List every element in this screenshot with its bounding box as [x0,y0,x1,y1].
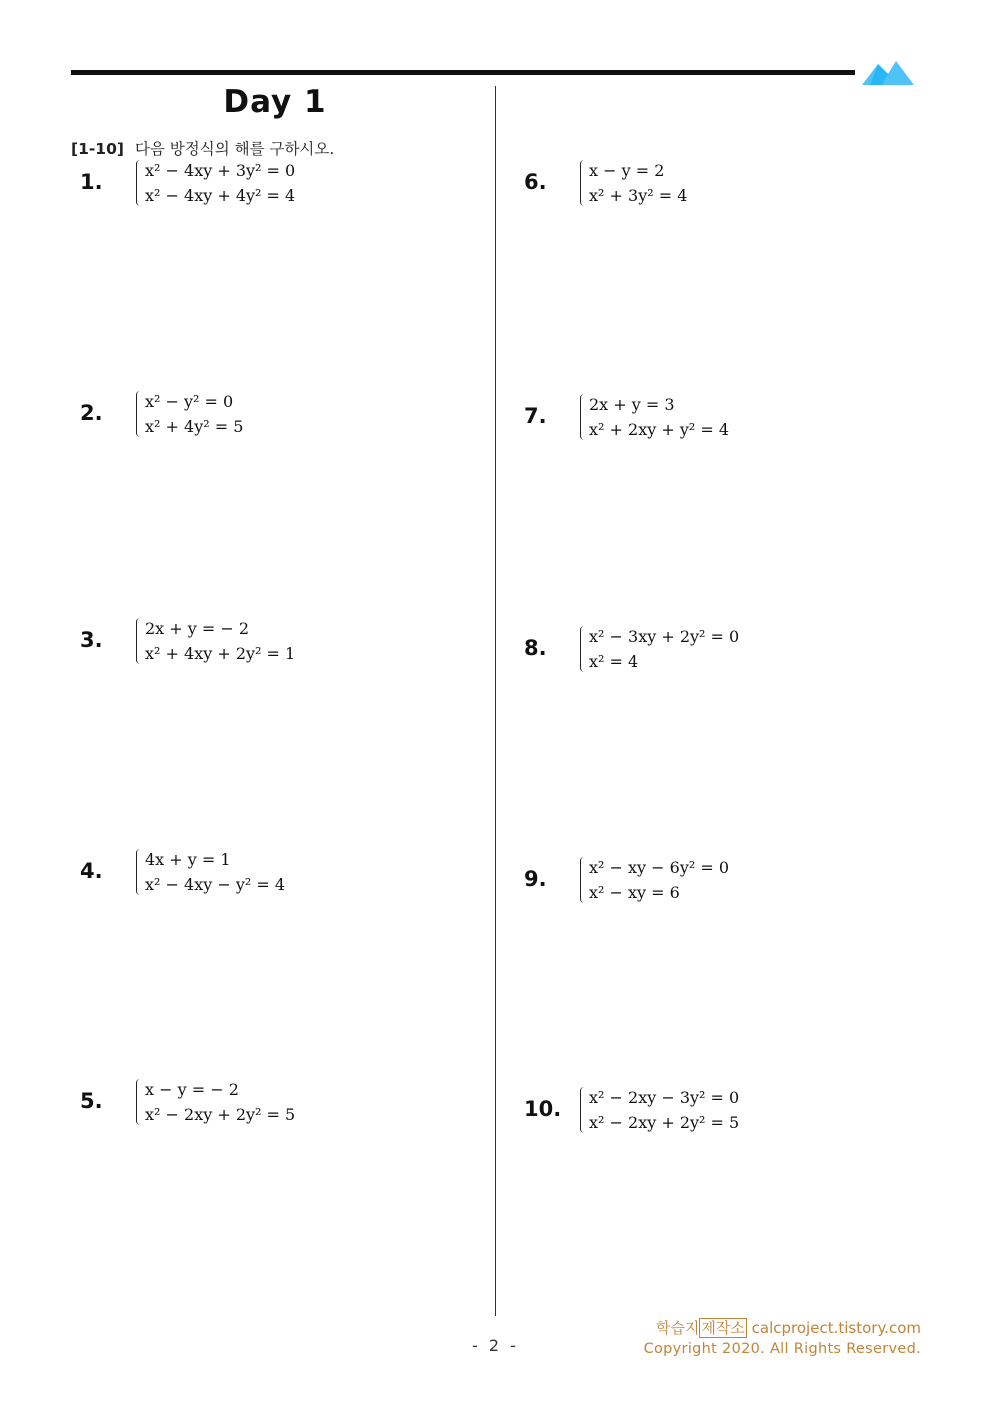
instruction [71,137,334,159]
footer-copyright: Copyright 2020. All Rights Reserved. [643,1341,921,1357]
equation-1: x² − xy − 6y² = 0 [589,858,730,877]
top-rule [71,70,855,75]
problem-number: 4. [80,859,103,883]
equation-2: x² = 4 [589,652,639,671]
instruction-range: [1-10] [71,140,124,158]
problem-number: 8. [524,636,547,660]
page-title: Day 1 [223,84,327,120]
problem-number: 1. [80,170,103,194]
equation-2: x² − 2xy + 2y² = 5 [145,1105,296,1124]
equation-1: x − y = 2 [589,161,665,180]
instruction-text: 다음 방정식의 해를 구하시오. [134,140,335,158]
problem-number: 9. [524,867,547,891]
equation-1: x² − y² = 0 [145,392,234,411]
equation-2: x² − 4xy − y² = 4 [145,875,286,894]
footer-site-url[interactable]: calcproject.tistory.com [751,1319,921,1337]
brace-icon [580,160,585,206]
equation-2: x² − xy = 6 [589,883,680,902]
brace-icon [580,1087,585,1133]
equation-2: x² + 2xy + y² = 4 [589,420,730,439]
brace-icon [136,849,141,895]
problem-number: 6. [524,170,547,194]
equation-2: x² + 3y² = 4 [589,186,688,205]
problem-number: 5. [80,1089,103,1113]
equation-system [136,847,285,897]
problem-number: 10. [524,1097,562,1121]
equation-1: 4x + y = 1 [145,850,231,869]
equation-2: x² + 4xy + 2y² = 1 [145,644,296,663]
column-divider [495,86,496,1316]
problem-number: 2. [80,401,103,425]
brace-icon [136,160,141,206]
mountain-logo-icon [862,58,914,86]
equation-2: x² + 4y² = 5 [145,417,244,436]
equation-2: x² − 4xy + 4y² = 4 [145,186,296,205]
equation-1: x² − 3xy + 2y² = 0 [589,627,740,646]
problem-number: 3. [80,628,103,652]
brace-icon [580,857,585,903]
equation-1: x² − 4xy + 3y² = 0 [145,161,296,180]
equation-system [580,855,729,905]
brace-icon [136,1079,141,1125]
equation-system [580,1085,739,1135]
equation-system [580,158,687,208]
equation-1: x² − 2xy − 3y² = 0 [589,1088,740,1107]
brace-icon [580,626,585,672]
brace-icon [136,391,141,437]
equation-system [136,616,295,666]
footer-site-boxed: 제작소 [701,1319,745,1337]
equation-2: x² − 2xy + 2y² = 5 [589,1113,740,1132]
equation-1: 2x + y = 3 [589,395,675,414]
equation-system [136,158,295,208]
equation-system [580,624,739,674]
equation-system [136,389,243,439]
equation-1: x − y = − 2 [145,1080,239,1099]
brace-icon [580,394,585,440]
equation-system [580,392,729,442]
page-number: - 2 - [472,1336,519,1355]
problem-number: 7. [524,404,547,428]
footer-site-prefix: 학습지 [655,1319,700,1337]
equation-1: 2x + y = − 2 [145,619,250,638]
footer-site [656,1317,921,1338]
brace-icon [136,618,141,664]
equation-system [136,1077,295,1127]
